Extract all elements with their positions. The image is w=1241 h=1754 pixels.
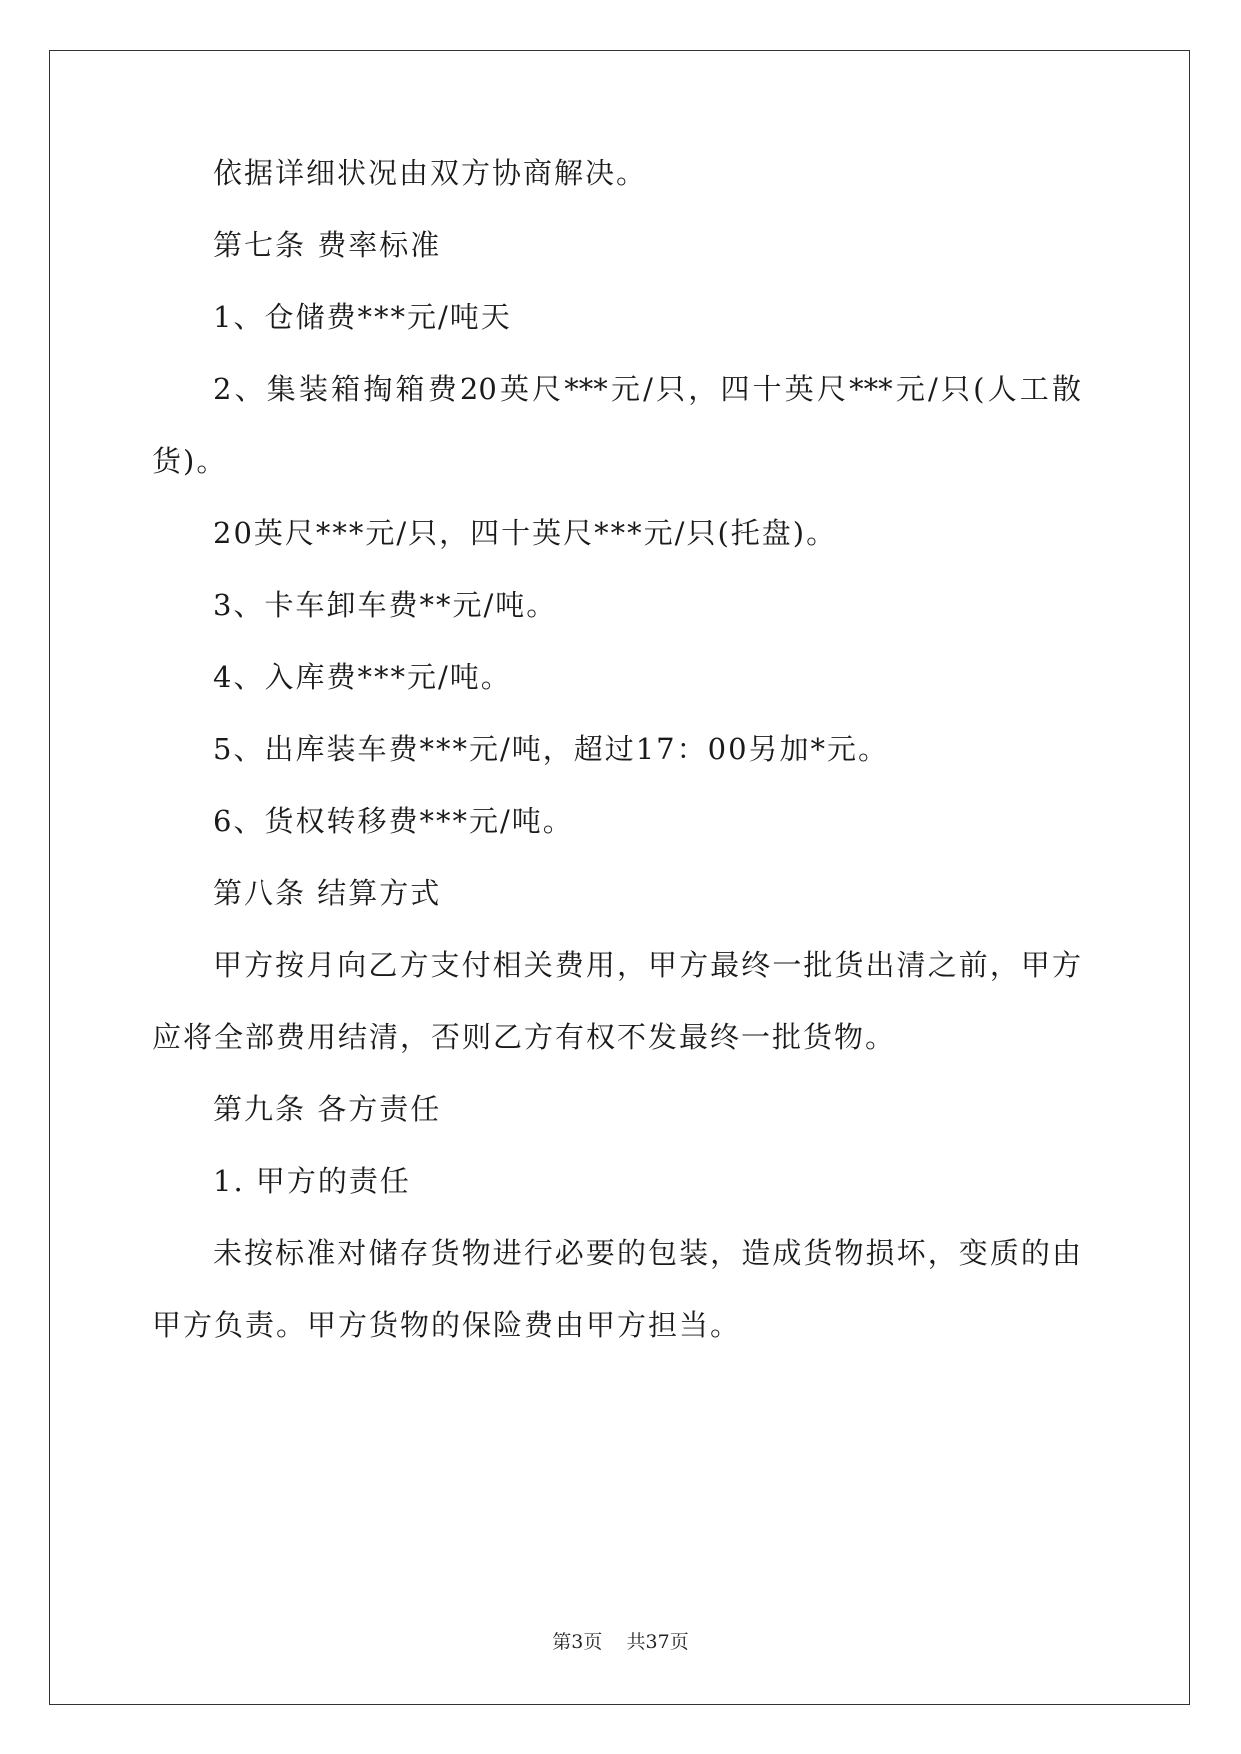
paragraph-line: 未按标准对储存货物进行必要的包装，造成货物损坏，变质的由	[213, 1236, 1081, 1270]
page-number: 第3页	[552, 1631, 603, 1653]
section-heading-article-9: 第九条 各方责任	[213, 1092, 442, 1126]
paragraph-line: 应将全部费用结清，否则乙方有权不发最终一批货物。	[152, 1020, 897, 1054]
paragraph-line: 5、出库装车费***元/吨，超过17：00另加*元。	[213, 732, 890, 766]
paragraph-line: 1、仓储费***元/吨天	[213, 300, 512, 334]
paragraph-line: 4、入库费***元/吨。	[213, 660, 512, 694]
section-heading-article-8: 第八条 结算方式	[213, 876, 442, 910]
paragraph-line: 1. 甲方的责任	[213, 1164, 411, 1198]
paragraph-line: 甲方负责。甲方货物的保险费由甲方担当。	[152, 1308, 742, 1342]
paragraph-line: 2、集装箱掏箱费20英尺***元/只，四十英尺***元/只(人工散	[213, 372, 1081, 406]
paragraph-line: 依据详细状况由双方协商解决。	[213, 156, 648, 190]
paragraph-line: 货)。	[152, 444, 228, 478]
section-heading-article-7: 第七条 费率标准	[213, 228, 442, 262]
page-total: 共37页	[626, 1631, 689, 1653]
paragraph-line: 20英尺***元/只，四十英尺***元/只(托盘)。	[213, 516, 838, 550]
paragraph-line: 3、卡车卸车费**元/吨。	[213, 588, 558, 622]
page-footer	[0, 1633, 1241, 1652]
paragraph-line: 甲方按月向乙方支付相关费用，甲方最终一批货出清之前，甲方	[213, 948, 1081, 982]
paragraph-line: 6、货权转移费***元/吨。	[213, 804, 574, 838]
